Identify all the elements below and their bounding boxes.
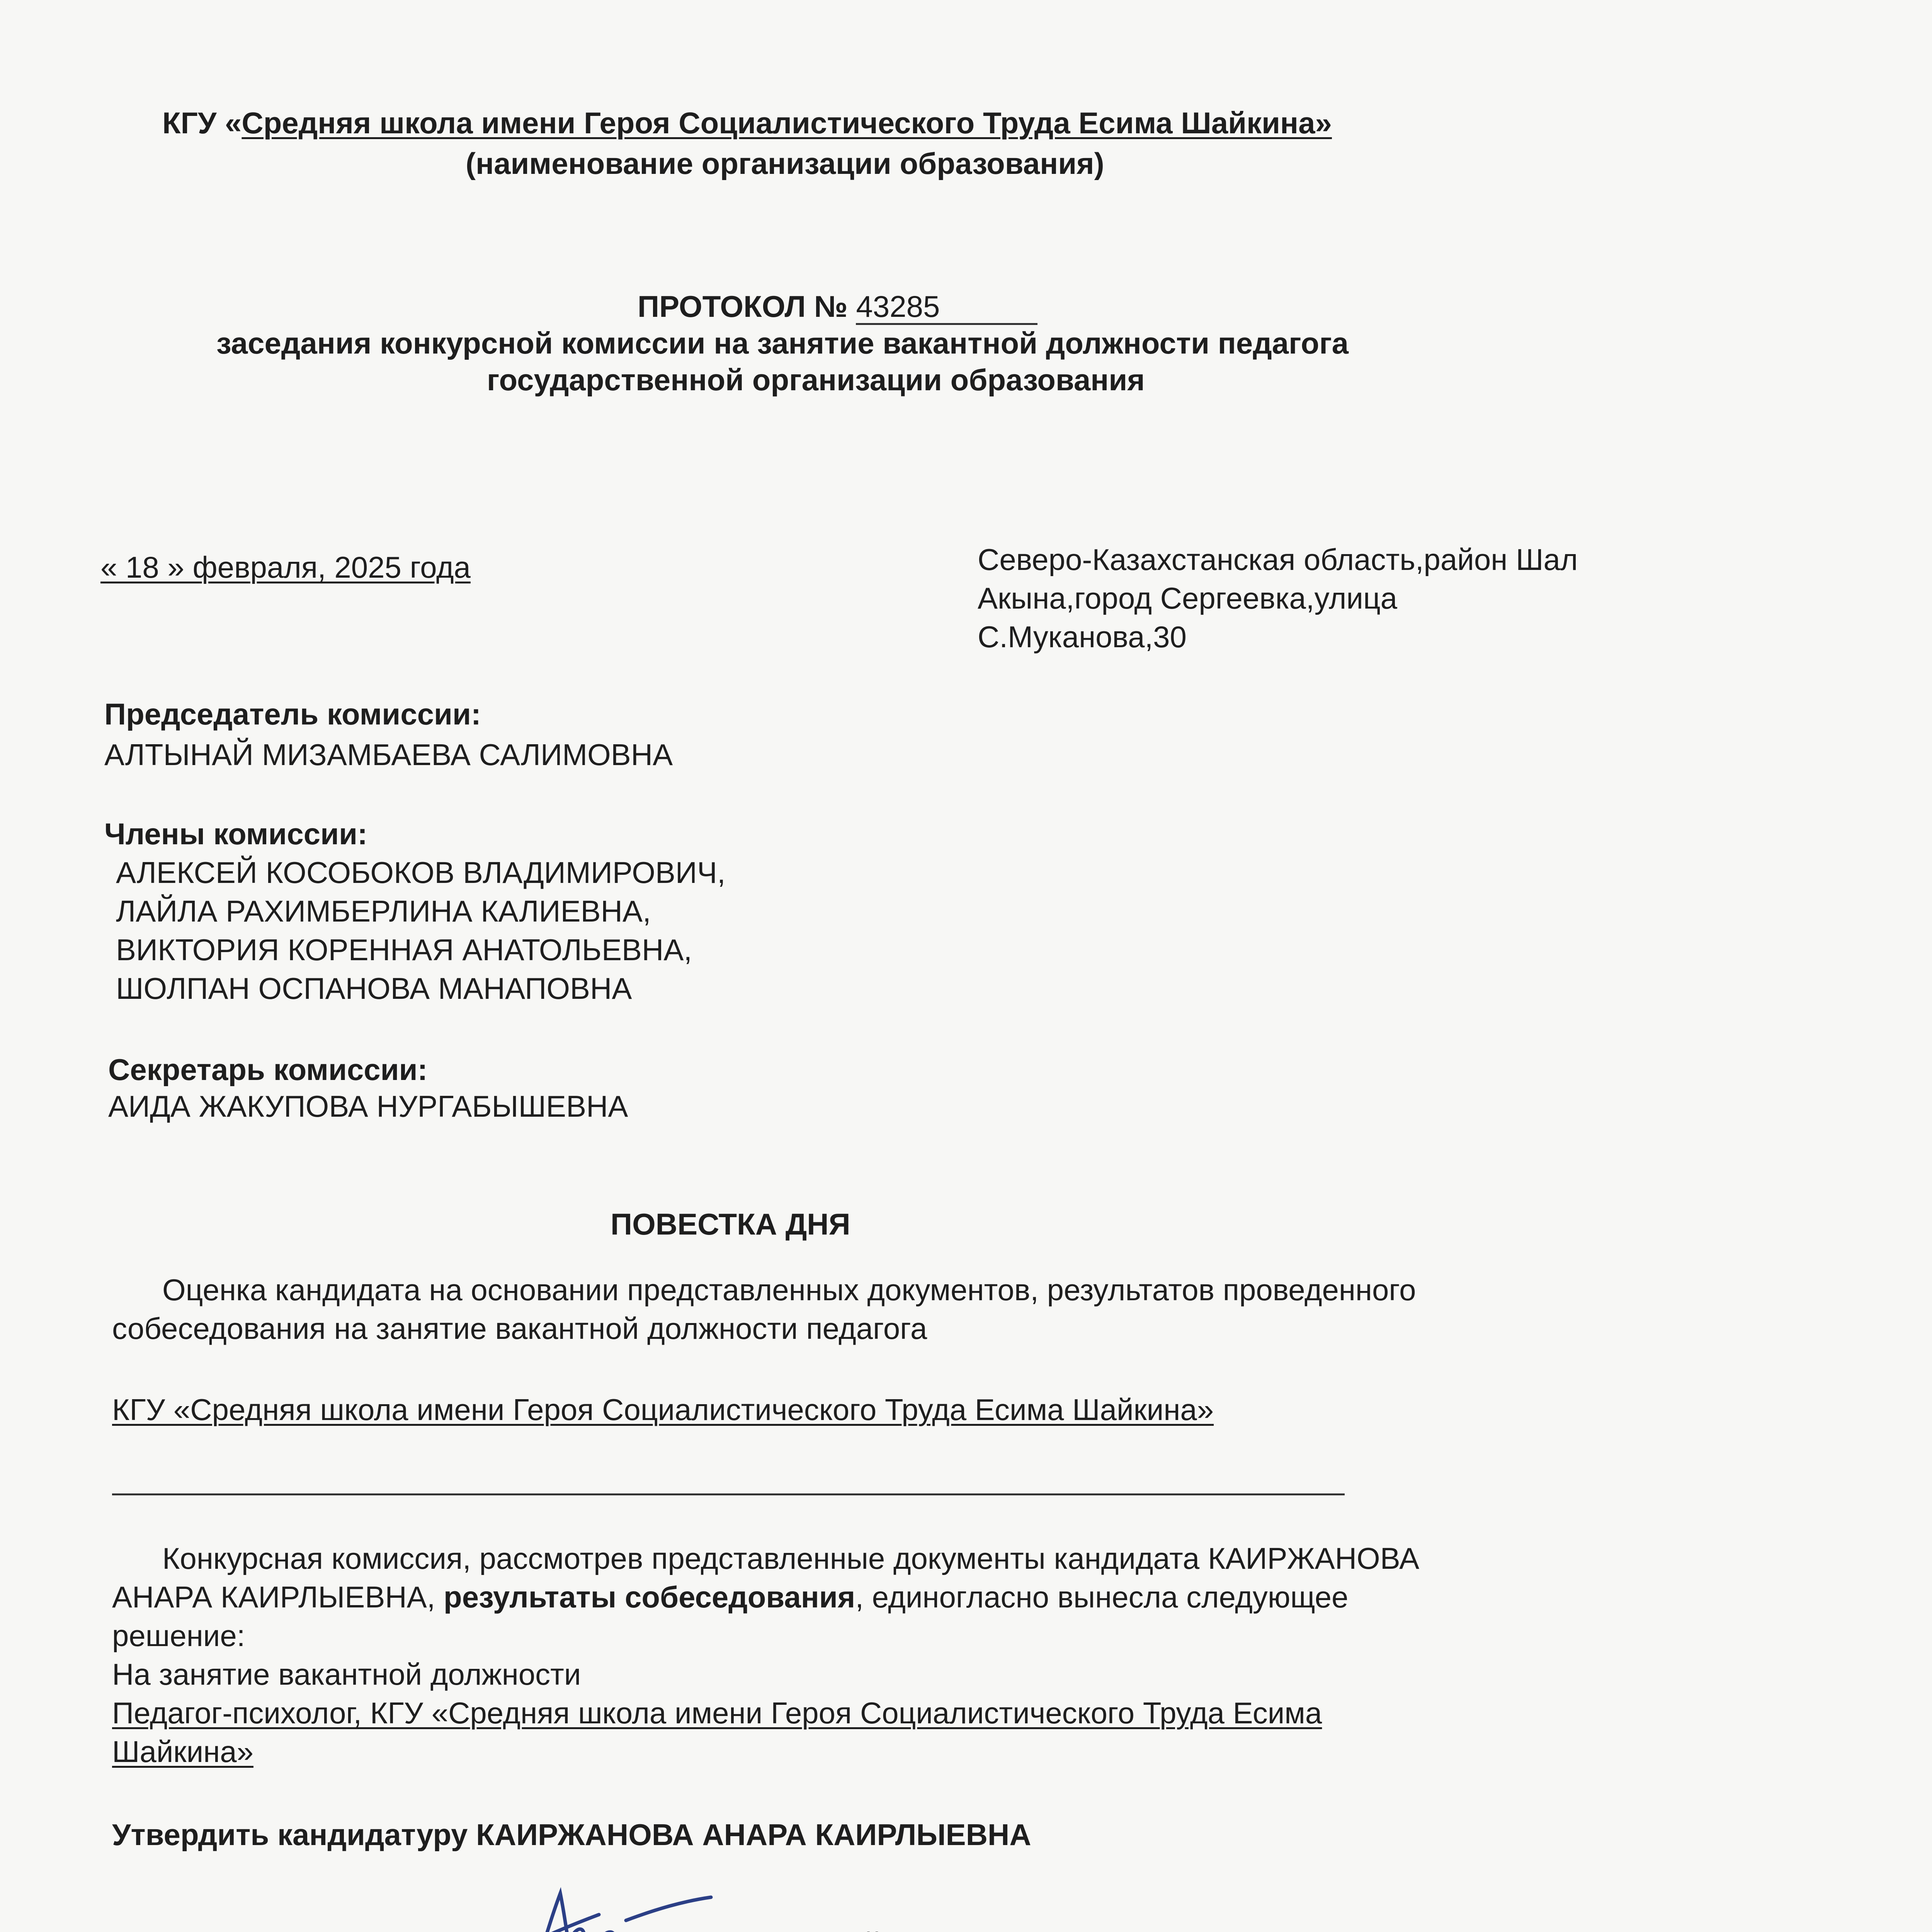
address-line2: Акына,город Сергеевка,улица: [978, 581, 1398, 615]
agenda-heading: ПОВЕСТКА ДНЯ: [611, 1207, 850, 1241]
decision-line4: На занятие вакантной должности: [112, 1657, 581, 1691]
decision-line3: решение:: [112, 1619, 245, 1653]
address-line1: Северо-Казахстанская область,район Шал: [978, 543, 1578, 577]
candidate-name-part: АНАРА КАИРЛЫЕВНА,: [112, 1580, 444, 1614]
chair-label: Председатель комиссии:: [104, 697, 481, 731]
chair-signature: [510, 1878, 726, 1932]
org-prefix: КГУ «: [162, 106, 242, 140]
approve-candidate: Утвердить кандидатуру КАИРЖАНОВА АНАРА КАИРЛЫЕВНА: [112, 1818, 1031, 1852]
member-3: ВИКТОРИЯ КОРЕННАЯ АНАТОЛЬЕВНА,: [116, 933, 692, 967]
agenda-text-line1: Оценка кандидата на основании представленных документов, результатов проведенного: [162, 1273, 1416, 1307]
protocol-title: [638, 288, 1037, 325]
protocol-subtitle-line2: государственной организации образования: [487, 363, 1145, 397]
decision-line2: [112, 1578, 1348, 1616]
organization-header: [162, 104, 1332, 141]
members-label: Члены комиссии:: [104, 817, 368, 851]
secretary-name: АИДА ЖАКУПОВА НУРГАБЫШЕВНА: [108, 1089, 628, 1123]
agenda-organization: КГУ «Средняя школа имени Героя Социалистического Труда Есима Шайкина»: [112, 1393, 1214, 1427]
chair-name: АЛТЫНАЙ МИЗАМБАЕВА САЛИМОВНА: [104, 738, 673, 772]
protocol-date: « 18 » февраля, 2025 года: [100, 550, 471, 584]
org-name: Средняя школа имени Героя Социалистического Труда Есима Шайкина»: [242, 106, 1332, 140]
member-2: ЛАЙЛА РАХИМБЕРЛИНА КАЛИЕВНА,: [116, 894, 651, 928]
protocol-subtitle-line1: заседания конкурсной комиссии на занятие вакантной должности педагога: [216, 326, 1349, 360]
interview-results: результаты собеседования: [444, 1580, 855, 1614]
address-line3: С.Муканова,30: [978, 620, 1187, 654]
position-line1: Педагог-психолог, КГУ «Средняя школа имени Героя Социалистического Труда Есима: [112, 1696, 1322, 1730]
position-line2: Шайкина»: [112, 1735, 253, 1769]
member-1: АЛЕКСЕЙ КОСОБОКОВ ВЛАДИМИРОВИЧ,: [116, 855, 726, 889]
sign-chair-name: [734, 1930, 1303, 1932]
protocol-title-prefix: ПРОТОКОЛ №: [638, 289, 848, 323]
member-4: ШОЛПАН ОСПАНОВА МАНАПОВНА: [116, 971, 632, 1005]
decision-line1: Конкурсная комиссия, рассмотрев представленные документы кандидата КАИРЖАНОВА: [162, 1541, 1420, 1575]
agenda-text-line2: собеседования на занятие вакантной должности педагога: [112, 1311, 927, 1345]
organization-caption: (наименование организации образования): [466, 146, 1104, 180]
blank-underline: [112, 1493, 1345, 1495]
decision-line2-tail: , единогласно вынесла следующее: [855, 1580, 1349, 1614]
secretary-label: Секретарь комиссии:: [108, 1053, 428, 1087]
protocol-number: 43285: [856, 290, 1037, 325]
